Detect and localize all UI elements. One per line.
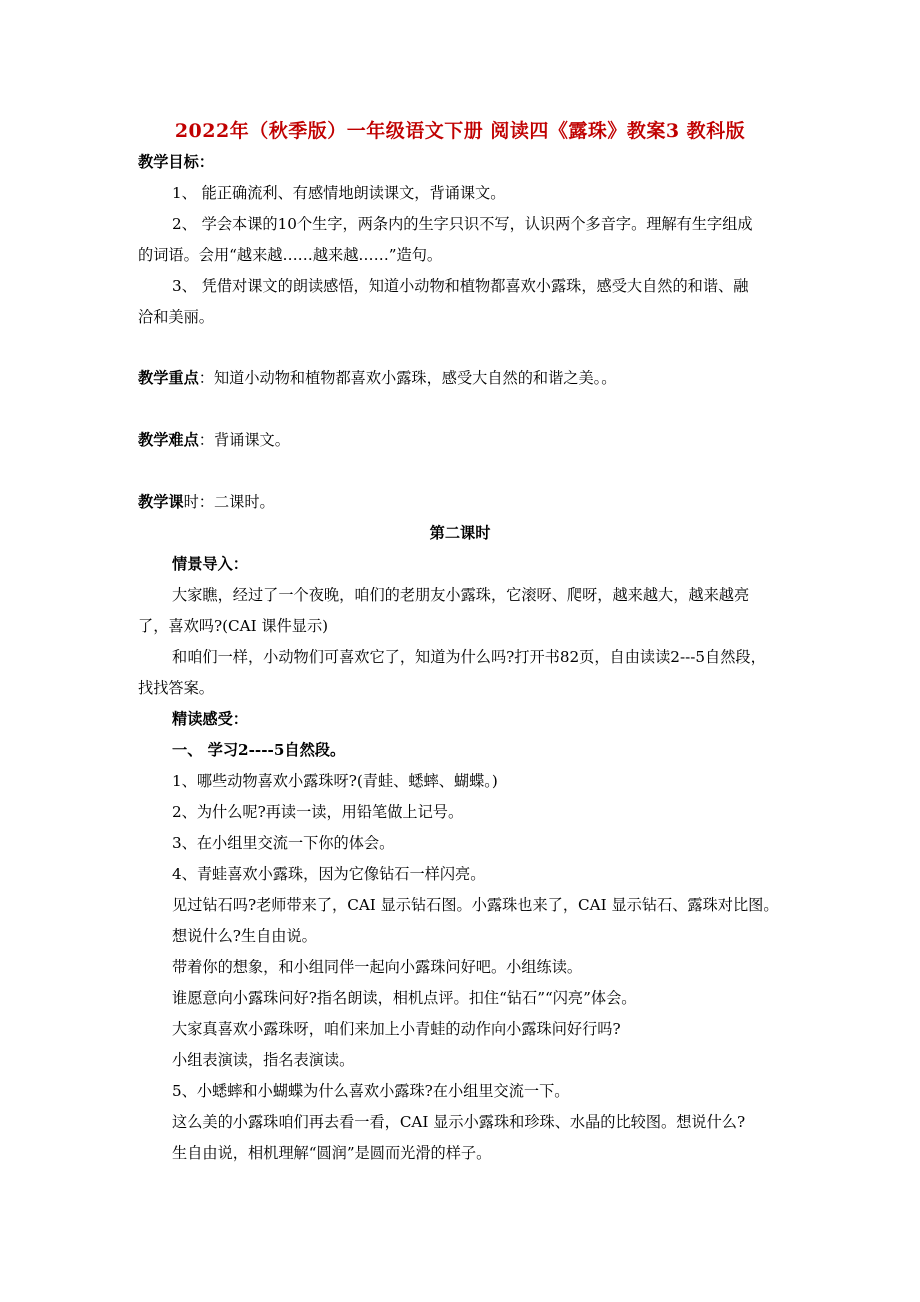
class-periods-label: 教学课 xyxy=(138,493,184,511)
reading-line: 4、青蛙喜欢小露珠，因为它像钻石一样闪亮。 xyxy=(172,865,486,883)
reading-line: 谁愿意向小露珠问好?指名朗读，相机点评。扣住“钻石”“闪亮”体会。 xyxy=(172,989,637,1007)
difficulty-label: 教学难点 xyxy=(138,431,199,449)
key-point-label: 教学重点 xyxy=(138,369,199,387)
goals-heading: 教学目标： xyxy=(138,153,214,171)
difficulty-text: ：背诵课文。 xyxy=(198,431,290,449)
key-point xyxy=(138,368,616,388)
goal-line: 3、 凭借对课文的朗读感悟，知道小动物和植物都喜欢小露珠，感受大自然的和谐、融 xyxy=(172,277,749,295)
reading-line: 大家真喜欢小露珠呀，咱们来加上小青蛙的动作向小露珠问好行吗? xyxy=(172,1020,621,1038)
reading-subheading: 一、 学习2----5自然段。 xyxy=(172,741,346,759)
goal-line: 的词语。会用“越来越……越来越……”造句。 xyxy=(138,246,443,264)
document-title: 2022年（秋季版）一年级语文下册 阅读四《露珠》教案3 教科版 xyxy=(174,120,746,142)
class-periods-text: 时：二课时。 xyxy=(183,493,275,511)
intro-line: 和咱们一样，小动物们可喜欢它了，知道为什么吗?打开书82页，自由读读2---5自然段， xyxy=(172,648,766,666)
difficulty xyxy=(138,430,290,450)
reading-line: 见过钻石吗?老师带来了，CAI 显示钻石图。小露珠也来了，CAI 显示钻石、露珠对比图。 xyxy=(172,896,779,914)
goal-line: 洽和美丽。 xyxy=(138,308,214,326)
class-periods xyxy=(138,492,275,512)
intro-line: 了，喜欢吗?(CAI 课件显示) xyxy=(138,617,329,635)
intro-line: 找找答案。 xyxy=(138,679,214,697)
goal-line: 1、 能正确流利、有感情地朗读课文，背诵课文。 xyxy=(172,184,506,202)
reading-line: 带着你的想象，和小组同伴一起向小露珠问好吧。小组练读。 xyxy=(172,958,583,976)
reading-line: 想说什么?生自由说。 xyxy=(172,927,317,945)
reading-line: 5、小蟋蟀和小蝴蝶为什么喜欢小露珠?在小组里交流一下。 xyxy=(172,1082,570,1100)
reading-line: 这么美的小露珠咱们再去看一看，CAI 显示小露珠和珍珠、水晶的比较图。想说什么? xyxy=(172,1113,746,1131)
reading-line: 2、为什么呢?再读一读，用铅笔做上记号。 xyxy=(172,803,464,821)
lesson-heading: 第二课时 xyxy=(429,524,491,542)
intro-line: 大家瞧，经过了一个夜晚，咱们的老朋友小露珠，它滚呀、爬呀，越来越大，越来越亮 xyxy=(172,586,750,604)
reading-heading: 精读感受： xyxy=(172,710,248,728)
reading-line: 3、在小组里交流一下你的体会。 xyxy=(172,834,395,852)
intro-heading: 情景导入： xyxy=(172,555,248,573)
key-point-text: ：知道小动物和植物都喜欢小露珠，感受大自然的和谐之美。。 xyxy=(198,369,617,387)
goal-line: 2、 学会本课的10个生字，两条内的生字只识不写，认识两个多音字。理解有生字组成 xyxy=(172,215,753,233)
reading-line: 生自由说，相机理解“圆润”是圆而光滑的样子。 xyxy=(172,1144,492,1162)
reading-line: 1、哪些动物喜欢小露珠呀?(青蛙、蟋蟀、蝴蝶。) xyxy=(172,772,498,790)
reading-line: 小组表演读，指名表演读。 xyxy=(172,1051,355,1069)
